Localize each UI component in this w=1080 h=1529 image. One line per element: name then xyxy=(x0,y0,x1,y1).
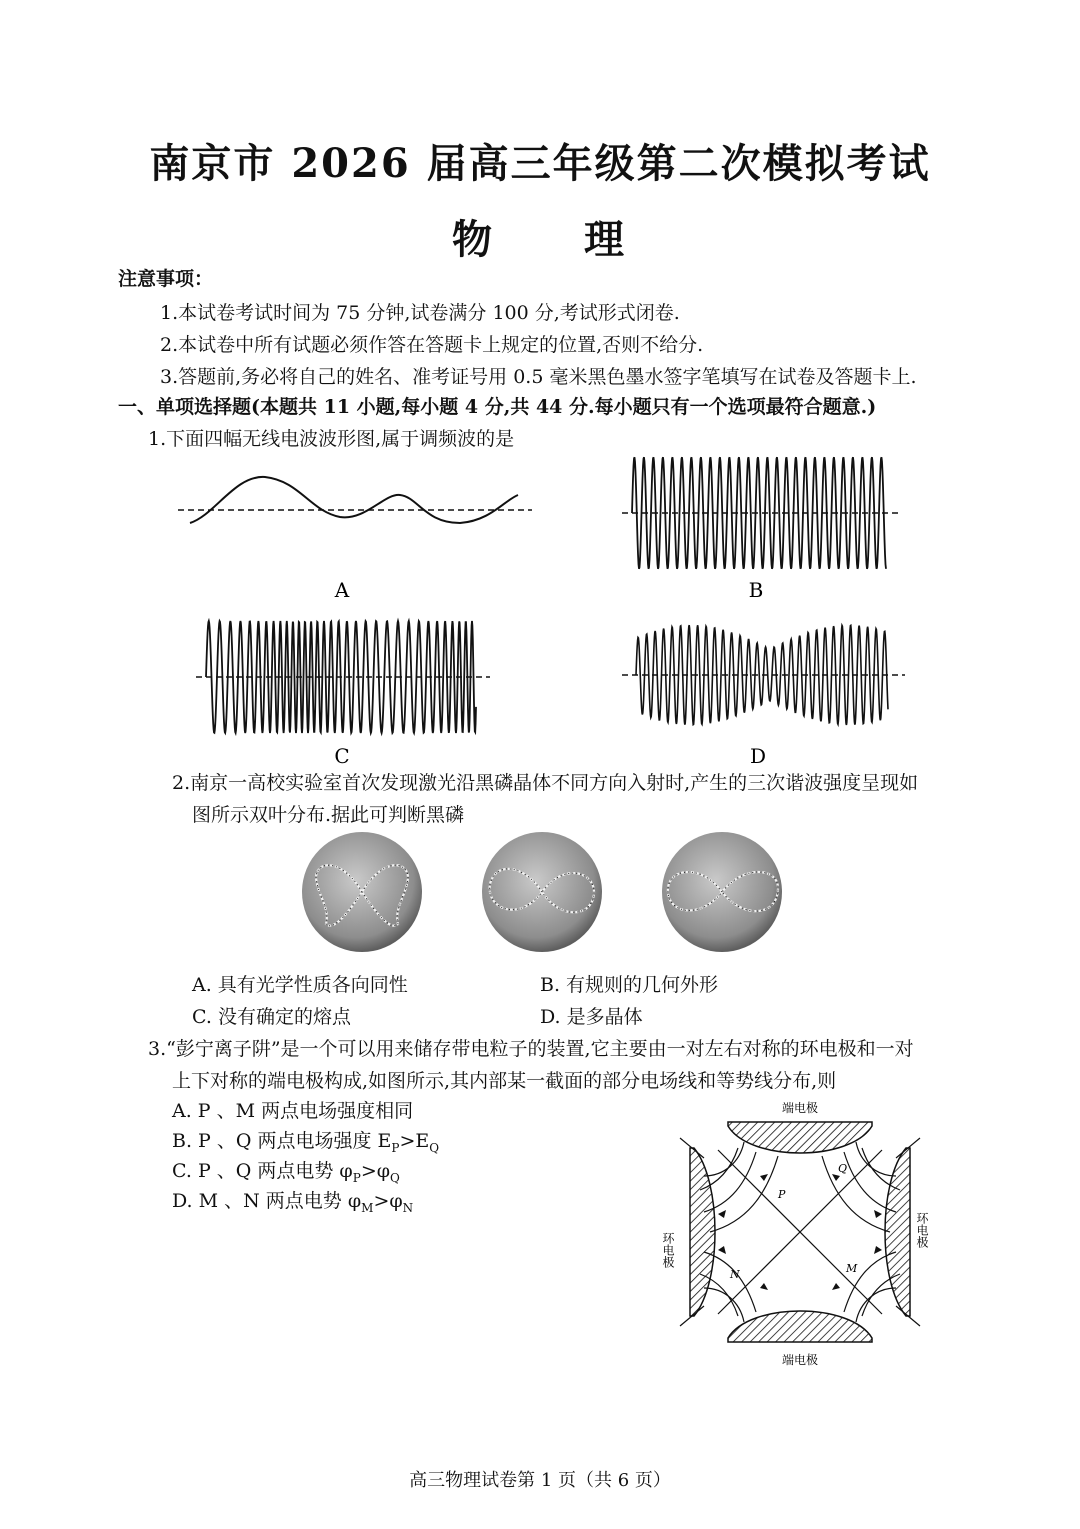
q3-option-d-sub2: N xyxy=(402,1200,414,1215)
q2-harmonic-figures xyxy=(290,828,810,958)
label-b: B xyxy=(748,578,764,602)
q1-waveforms-figure xyxy=(0,445,1080,775)
notice-item: 2.本试卷中所有试题必须作答在答题卡上规定的位置,否则不给分. xyxy=(160,334,704,356)
q3-option-d-sub1: M xyxy=(361,1200,374,1215)
q3-option-d-op: >φ xyxy=(373,1190,403,1212)
harmonic-pattern-2 xyxy=(482,832,602,952)
q1-stem: 1.下面四幅无线电波波形图,属于调频波的是 xyxy=(148,428,515,450)
end-electrode-top-label: 端电极 xyxy=(781,1101,819,1115)
q3-option-b xyxy=(172,1126,439,1155)
exam-title: 南京市 2026 届高三年级第二次模拟考试 xyxy=(149,140,931,187)
subject-title: 物 理 xyxy=(452,216,628,263)
waveform-a xyxy=(178,477,532,523)
q2-option-d: D. 是多晶体 xyxy=(540,1006,643,1028)
label-a: A xyxy=(334,578,350,602)
q2-stem-line1: 2.南京一高校实验室首次发现激光沿黑磷晶体不同方向入射时,产生的三次谐波强度呈现如 xyxy=(172,772,919,794)
q3-option-c-op: >φ xyxy=(360,1160,391,1182)
q2-option-b: B. 有规则的几何外形 xyxy=(540,974,719,996)
point-m: M xyxy=(846,1262,858,1275)
field-lines xyxy=(680,1138,920,1326)
ring-electrode-right-label: 环电极 xyxy=(915,1212,929,1248)
q3-option-b-op: >E xyxy=(399,1130,430,1152)
label-d: D xyxy=(749,744,767,768)
q3-option-d-text: D. M 、N 两点电势 φ xyxy=(172,1190,362,1212)
q3-option-d xyxy=(172,1186,413,1215)
harmonic-pattern-3 xyxy=(662,832,782,952)
q3-option-b-text: B. P 、Q 两点电场强度 E xyxy=(172,1130,392,1152)
harmonic-pattern-1 xyxy=(302,832,422,952)
end-electrode-bottom-label: 端电极 xyxy=(781,1353,819,1367)
q3-option-b-sub1: P xyxy=(391,1140,400,1155)
q3-option-c-text: C. P 、Q 两点电势 φ xyxy=(172,1160,353,1182)
point-p: P xyxy=(778,1188,786,1201)
q3-option-b-sub2: Q xyxy=(429,1140,440,1155)
penning-trap-figure xyxy=(660,1092,940,1372)
waveform-b xyxy=(622,457,900,569)
q2-option-c: C. 没有确定的熔点 xyxy=(192,1006,351,1028)
q3-option-c-sub1: P xyxy=(352,1170,361,1185)
q2-option-a: A. 具有光学性质各向同性 xyxy=(192,974,408,996)
end-electrode-bottom xyxy=(728,1311,872,1342)
waveform-d xyxy=(622,625,905,725)
point-q: Q xyxy=(838,1162,848,1175)
notice-heading: 注意事项： xyxy=(118,268,214,290)
waveform-c xyxy=(196,621,490,733)
q3-stem-line1: 3.“彭宁离子阱”是一个可以用来储存带电粒子的装置,它主要由一对左右对称的环电极和一对 xyxy=(148,1038,914,1060)
ring-electrode-left-label: 环电极 xyxy=(661,1232,675,1268)
section-heading: 一、单项选择题(本题共 11 小题,每小题 4 分,共 44 分.每小题只有一个选项最符合题意.) xyxy=(118,396,877,418)
page-footer: 高三物理试卷第 1 页（共 6 页） xyxy=(409,1470,671,1491)
q3-option-c-sub2: Q xyxy=(390,1170,400,1185)
end-electrode-top xyxy=(728,1122,872,1153)
point-n: N xyxy=(730,1268,740,1281)
q3-stem-line2: 上下对称的端电极构成,如图所示,其内部某一截面的部分电场线和等势线分布,则 xyxy=(172,1070,837,1092)
q2-stem-line2: 图所示双叶分布.据此可判断黑磷 xyxy=(192,804,465,826)
q3-option-c xyxy=(172,1156,400,1185)
q3-option-a: A. P 、M 两点电场强度相同 xyxy=(172,1100,414,1122)
label-c: C xyxy=(334,744,350,768)
notice-item: 3.答题前,务必将自己的姓名、准考证号用 0.5 毫米黑色墨水签字笔填写在试卷及答题卡上. xyxy=(160,366,917,388)
notice-item: 1.本试卷考试时间为 75 分钟,试卷满分 100 分,考试形式闭卷. xyxy=(160,302,680,324)
